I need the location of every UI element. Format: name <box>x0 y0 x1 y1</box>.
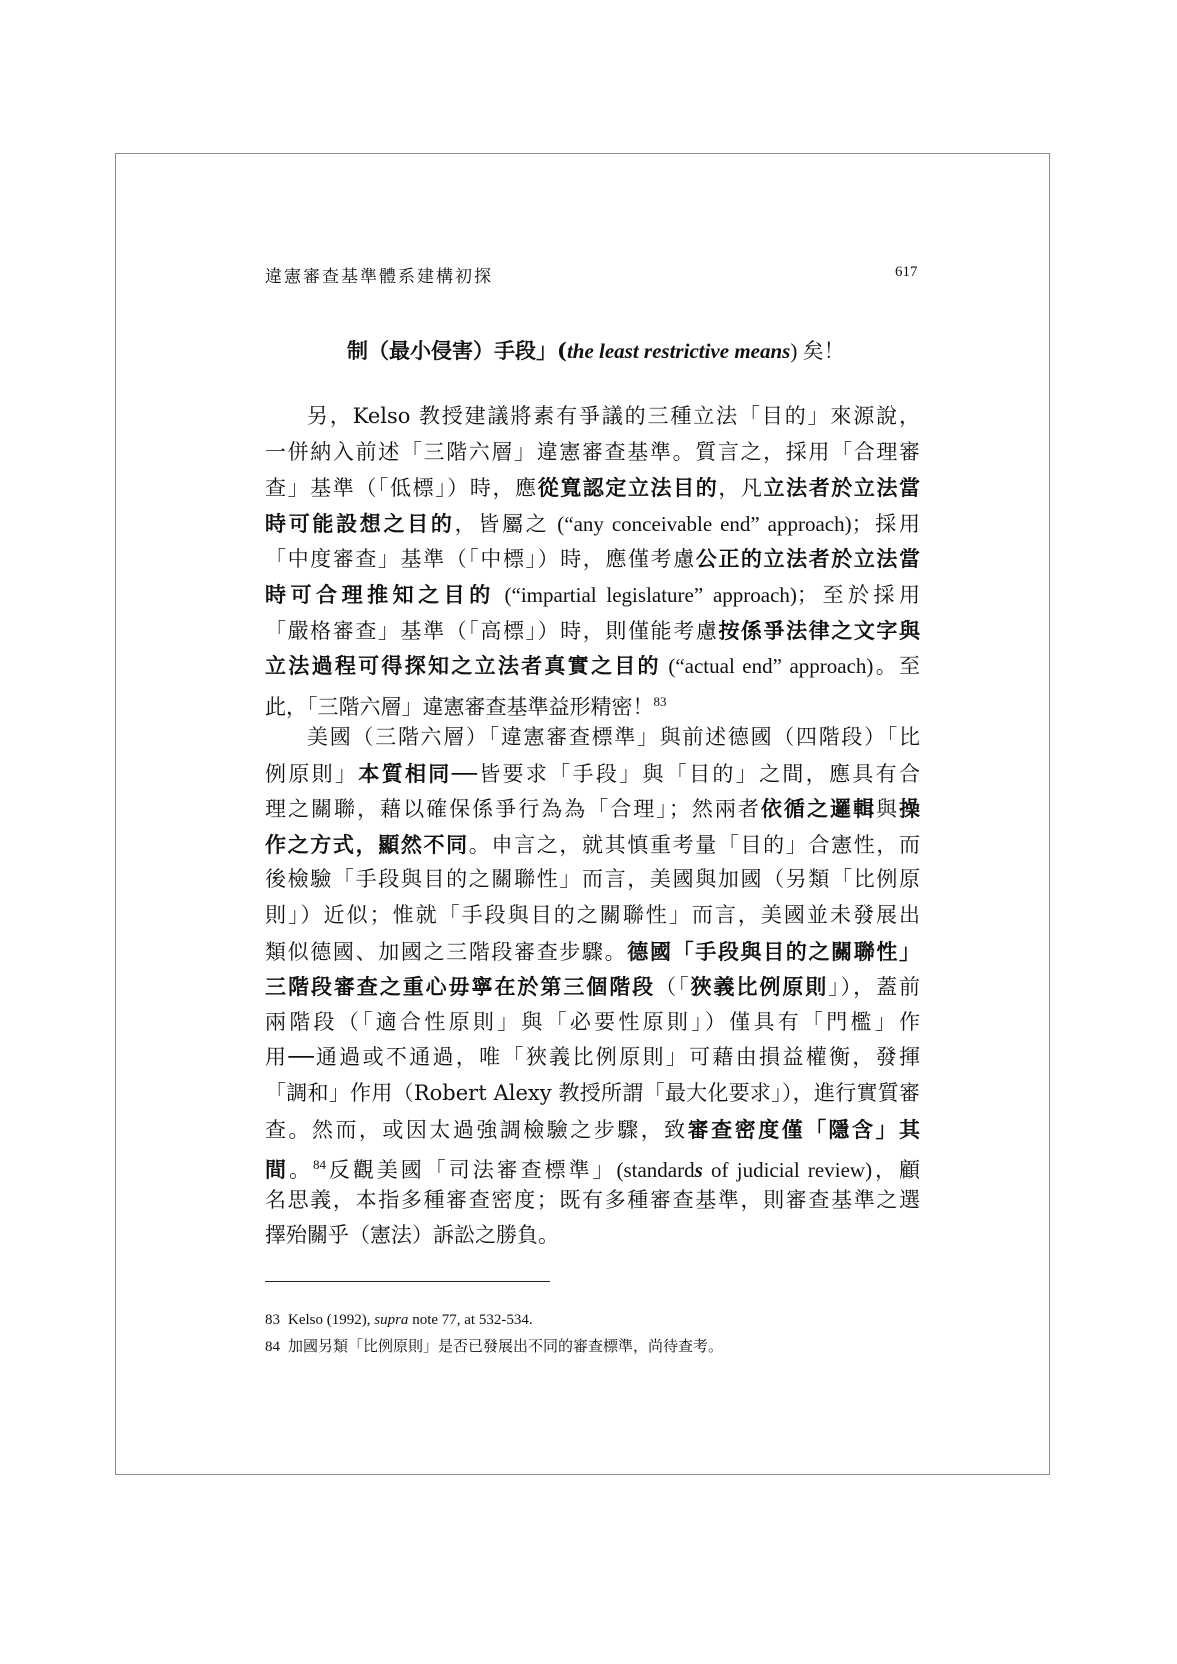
p1-line-7: 「嚴格審查」基準（「高標」）時，則僅能考慮按係爭法律之文字與 <box>265 617 921 643</box>
p2-line-1: 美國（三階六層）「違憲審查標準」與前述德國（四階段）「比 <box>307 725 920 749</box>
p2-line-5: 後檢驗「手段與目的之關聯性」而言，美國與加國（另類「比例原 <box>265 867 920 892</box>
p2-line-7: 類似德國、加國之三階段審查步驟。德國「手段與目的之關聯性」 <box>265 938 921 964</box>
p2-line-3: 理之關聯，藉以確保係爭行為為「合理」；然兩者依循之邏輯與操 <box>265 796 921 822</box>
p1-line-8: 立法過程可得探知之立法者真實之目的 (“actual end” approach)。至 <box>265 653 920 679</box>
p2-line-13: 間。$^{84}$反觀美國「司法審查標準」(standards of judicial review)，顧 <box>265 1157 920 1183</box>
footnote-84: 84 加國另類「比例原則」是否已發展出不同的審查標準，尚待查考。 <box>265 1337 724 1355</box>
lead-en-term: the least restrictive means <box>566 339 791 363</box>
p1-line-6: 時可合理推知之目的 (“impartial legislature” approach)；至於採用 <box>265 581 921 607</box>
page-number: 617 <box>895 264 918 280</box>
p1-line-4: 時可能設想之目的，皆屬之 (“any conceivable end” approach)；採用 <box>265 510 921 536</box>
p1-line-3: 查」基準（「低標」）時，應從寬認定立法目的，凡立法者於立法當 <box>265 475 921 501</box>
p2-line-12: 查。然而，或因太過強調檢驗之步驟，致審查密度僅「隱含」其 <box>265 1116 921 1142</box>
p2-line-15: 擇殆關乎（憲法）訴訟之勝負。 <box>265 1223 559 1248</box>
footnote-separator <box>265 1281 550 1282</box>
p2-line-6: 則」）近似；惟就「手段與目的之關聯性」而言，美國並未發展出 <box>265 902 920 927</box>
p2-line-4: 作之方式，顯然不同。申言之，就其慎重考量「目的」合憲性，而 <box>265 831 921 857</box>
p2-line-10: 用──通過或不通過，唯「狹義比例原則」可藉由損益權衡，發揮 <box>265 1045 920 1070</box>
p2-line-2: 例原則」本質相同──皆要求「手段」與「目的」之間，應具有合 <box>265 760 921 786</box>
paragraph-2 <box>265 720 920 1254</box>
footnote-number: 83 <box>265 1312 280 1328</box>
footnote-ref-83[interactable]: 83 <box>653 693 667 709</box>
p1-line-1: 另，Kelso 教授建議將素有爭議的三種立法「目的」來源說， <box>307 404 920 428</box>
running-title: 違憲審查基準體系建構初探 <box>265 267 493 287</box>
lead-tail: ) 矣！ <box>790 339 845 363</box>
p2-line-14: 名思義，本指多種審查密度；既有多種審查基準，則審查基準之選 <box>265 1187 920 1212</box>
p1-line-2: 一併納入前述「三階六層」違憲審查基準。質言之，採用「合理審 <box>265 439 920 464</box>
lead-line <box>347 336 845 366</box>
footnote-ref-84[interactable]: 84 <box>312 1157 326 1173</box>
p1-line-9: 此，「三階六層」違憲審查基準益形精密！$^{83}$ <box>265 693 667 719</box>
lead-zh: 制（最小侵害）手段」( <box>347 338 567 363</box>
p2-line-8: 三階段審查之重心毋寧在於第三個階段（「狹義比例原則」），蓋前 <box>265 974 921 1000</box>
p1-line-5: 「中度審查」基準（「中標」）時，應僅考慮公正的立法者於立法當 <box>265 546 921 572</box>
p2-line-11: 「調和」作用（Robert Alexy 教授所謂「最大化要求」），進行實質審 <box>265 1080 920 1105</box>
p2-line-9: 兩階段（「適合性原則」與「必要性原則」）僅具有「門檻」作 <box>265 1009 920 1034</box>
footnote-83: 83 Kelso (1992), supra note 77, at 532-534. <box>265 1312 533 1328</box>
paragraph-1 <box>265 399 920 719</box>
footnote-number: 84 <box>265 1339 280 1355</box>
